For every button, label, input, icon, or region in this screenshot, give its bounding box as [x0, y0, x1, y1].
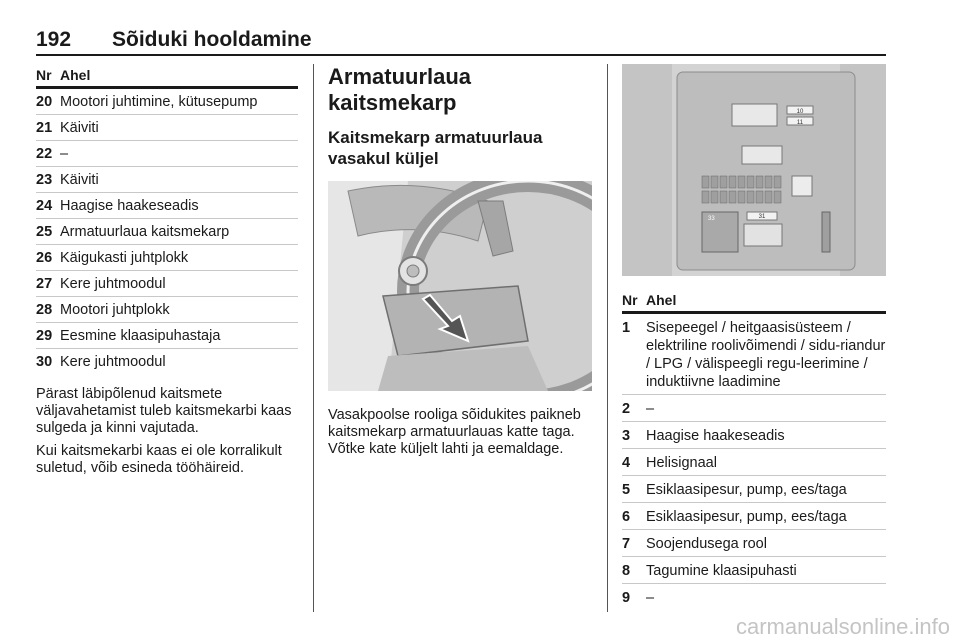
- table-row: [36, 89, 298, 115]
- row-text: Kere juhtmoodul: [60, 276, 166, 292]
- table-head-label: Ahel: [646, 292, 677, 308]
- table-row: [36, 297, 298, 323]
- table-head-nr: Nr: [36, 67, 52, 83]
- fusebox-drawing: [622, 64, 886, 276]
- table-row: [622, 449, 886, 476]
- table-row: [622, 584, 886, 610]
- fuse-label: 10: [796, 109, 804, 115]
- table-row: [36, 323, 298, 349]
- page-title: Sõiduki hooldamine: [112, 28, 312, 51]
- row-nr: 4: [622, 455, 631, 471]
- paragraph-replace-fuses: Pärast läbipõlenud kaitsmete väljavahetamist tuleb kaitsmekarbi kaas sulgeda ja kinni vajutada.: [36, 386, 292, 436]
- row-nr: 29: [36, 328, 53, 344]
- table-row: [36, 167, 298, 193]
- fuse-table-header: [622, 289, 886, 314]
- table-row: [622, 422, 886, 449]
- fuse-label: 33: [708, 216, 715, 222]
- fuse-table-header: [36, 64, 298, 89]
- section-heading: Armatuurlaua kaitsmekarp: [328, 64, 472, 115]
- row-text: Mootori juhtplokk: [60, 302, 170, 318]
- row-text: Tagumine klaasipuhasti: [646, 563, 797, 579]
- row-nr: 30: [36, 354, 53, 370]
- table-row: [36, 245, 298, 271]
- row-text: Eesmine klaasipuhastaja: [60, 328, 221, 344]
- table-row: [36, 141, 298, 167]
- row-text: Armatuurlaua kaitsmekarp: [60, 224, 230, 240]
- row-text: Esiklaasipesur, pump, ees/taga: [646, 509, 847, 525]
- section-subheading: Kaitsmekarp armatuurlaua vasakul küljel: [328, 128, 543, 168]
- row-text: Kere juhtmoodul: [60, 354, 166, 370]
- row-nr: 3: [622, 428, 631, 444]
- row-text: Helisignaal: [646, 455, 717, 471]
- paragraph-lid-warning: Kui kaitsmekarbi kaas ei ole korralikult suletud, võib esineda tööhäireid.: [36, 443, 282, 476]
- column-left: [36, 64, 298, 477]
- column-divider: [313, 64, 314, 612]
- page-number: 192: [36, 28, 72, 51]
- table-row: [622, 476, 886, 503]
- row-nr: 21: [36, 120, 53, 136]
- row-nr: 23: [36, 172, 53, 188]
- table-row: [622, 557, 886, 584]
- table-row: [36, 271, 298, 297]
- dashboard-drawing: [328, 181, 592, 391]
- fuse-table-body: [622, 314, 886, 610]
- table-row: [36, 193, 298, 219]
- row-nr: 6: [622, 509, 631, 525]
- row-text: Esiklaasipesur, pump, ees/taga: [646, 482, 847, 498]
- table-row: [622, 314, 886, 395]
- fuse-table-body: [36, 89, 298, 374]
- row-nr: 27: [36, 276, 53, 292]
- row-nr: 20: [36, 94, 53, 110]
- row-text: Soojendusega rool: [646, 536, 767, 552]
- row-text: Sisepeegel / heitgaasisüsteem / elektriline roolivõimendi / sidu-riandur / LPG / välispeegli regu-leerimine / induktiivne laadimine: [646, 320, 886, 390]
- table-row: [36, 115, 298, 141]
- dashboard-fusebox-illustration: [328, 181, 592, 391]
- row-nr: 7: [622, 536, 631, 552]
- column-middle: [328, 64, 592, 458]
- row-nr: 25: [36, 224, 53, 240]
- table-row: [36, 219, 298, 245]
- row-nr: 8: [622, 563, 631, 579]
- page-header: [36, 26, 886, 56]
- fuse-label: 31: [758, 214, 766, 220]
- column-divider: [607, 64, 608, 612]
- row-nr: 26: [36, 250, 53, 266]
- table-head-label: Ahel: [60, 67, 91, 83]
- row-text: –: [60, 146, 69, 162]
- row-text: Mootori juhtimine, kütusepump: [60, 94, 258, 110]
- row-nr: 24: [36, 198, 53, 214]
- row-text: –: [646, 590, 655, 606]
- table-row: [622, 503, 886, 530]
- row-text: –: [646, 401, 655, 417]
- row-nr: 2: [622, 401, 631, 417]
- row-text: Haagise haakeseadis: [60, 198, 199, 214]
- table-row: [36, 349, 298, 374]
- watermark: carmanualsonline.info: [735, 614, 950, 639]
- row-text: Haagise haakeseadis: [646, 428, 785, 444]
- fusebox-illustration: [622, 64, 886, 276]
- row-nr: 28: [36, 302, 53, 318]
- row-nr: 9: [622, 590, 631, 606]
- row-text: Käiviti: [60, 172, 99, 188]
- table-row: [622, 395, 886, 422]
- row-nr: 22: [36, 146, 53, 162]
- paragraph-fusebox-location: Vasakpoolse rooliga sõidukites paikneb kaitsmekarp armatuurlauas katte taga. Võtke kate küljelt lahti ja eemaldage.: [328, 407, 581, 457]
- row-text: Käiviti: [60, 120, 99, 136]
- table-row: [622, 530, 886, 557]
- fuse-label: 11: [796, 120, 804, 126]
- row-text: Käigukasti juhtplokk: [60, 250, 189, 266]
- row-nr: 1: [622, 320, 631, 336]
- row-nr: 5: [622, 482, 631, 498]
- column-right: [622, 64, 886, 610]
- header-rule: [36, 54, 886, 56]
- table-head-nr: Nr: [622, 292, 638, 308]
